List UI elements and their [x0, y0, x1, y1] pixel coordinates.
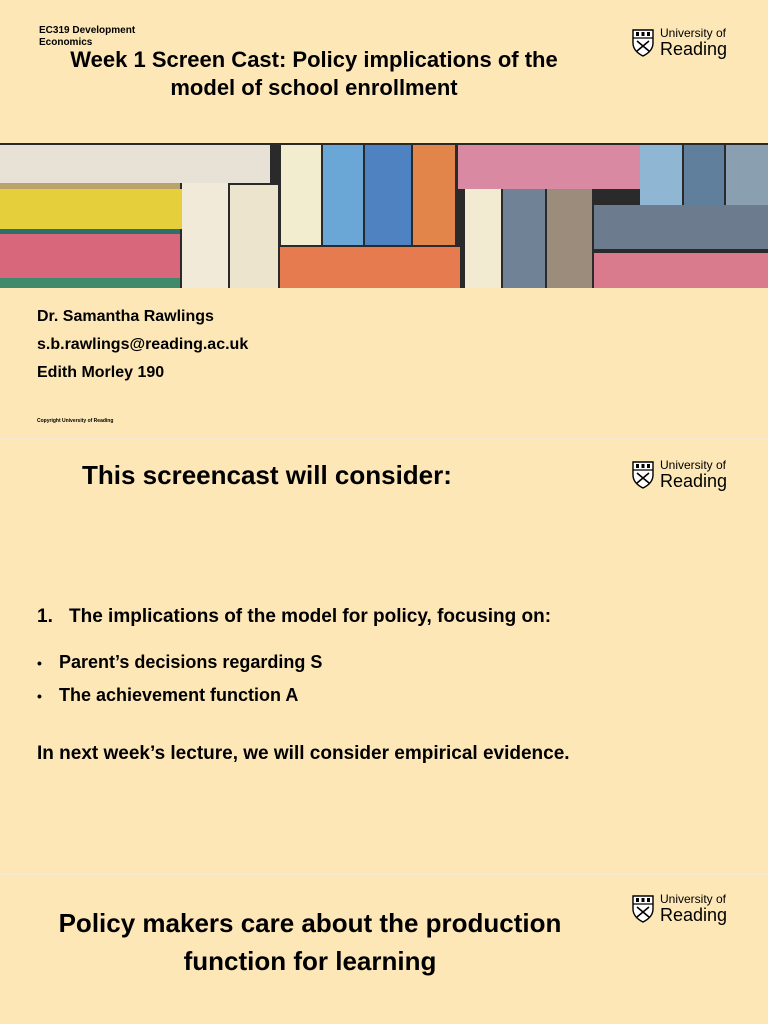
- author-office: Edith Morley 190: [37, 364, 165, 381]
- list-item: [37, 646, 322, 679]
- course-code: EC319 Development Economics: [39, 25, 136, 48]
- numbered-point: [37, 606, 551, 628]
- books-banner-image: [0, 143, 768, 288]
- point-number: 1.: [37, 606, 53, 627]
- crest-icon: [632, 895, 654, 923]
- next-week-note: In next week’s lecture, we will consider empirical evidence.: [37, 743, 570, 764]
- overview-heading: This screencast will consider:: [82, 460, 452, 490]
- logo-line2: Reading: [660, 905, 728, 925]
- bullet-text: Parent’s decisions regarding S: [59, 652, 323, 672]
- point-text: The implications of the model for policy, focusing on:: [69, 606, 552, 627]
- bullet-text: The achievement function A: [59, 685, 299, 705]
- university-logo: [632, 27, 727, 58]
- author-name: Dr. Samantha Rawlings: [37, 308, 214, 325]
- crest-icon: [632, 29, 654, 57]
- slide-title: [0, 0, 768, 440]
- bullet-icon: •: [37, 688, 42, 704]
- logo-line1: University of: [660, 26, 727, 40]
- crest-icon: [632, 461, 654, 489]
- copyright-notice: Copyright University of Reading: [37, 418, 114, 424]
- university-logo: [632, 459, 727, 490]
- author-block: [37, 303, 248, 387]
- policy-heading: Policy makers care about the production function for learning: [58, 908, 562, 976]
- logo-line1: University of: [660, 892, 727, 906]
- slide-title-heading: Week 1 Screen Cast: Policy implications of the model of school enrollment: [70, 47, 558, 100]
- bullet-list: [37, 646, 322, 712]
- logo-line2: Reading: [660, 39, 728, 59]
- bullet-icon: •: [37, 655, 42, 671]
- author-email: s.b.rawlings@reading.ac.uk: [37, 336, 249, 353]
- logo-line1: University of: [660, 458, 727, 472]
- list-item: [37, 679, 322, 712]
- logo-line2: Reading: [660, 471, 728, 491]
- university-logo: [632, 893, 727, 924]
